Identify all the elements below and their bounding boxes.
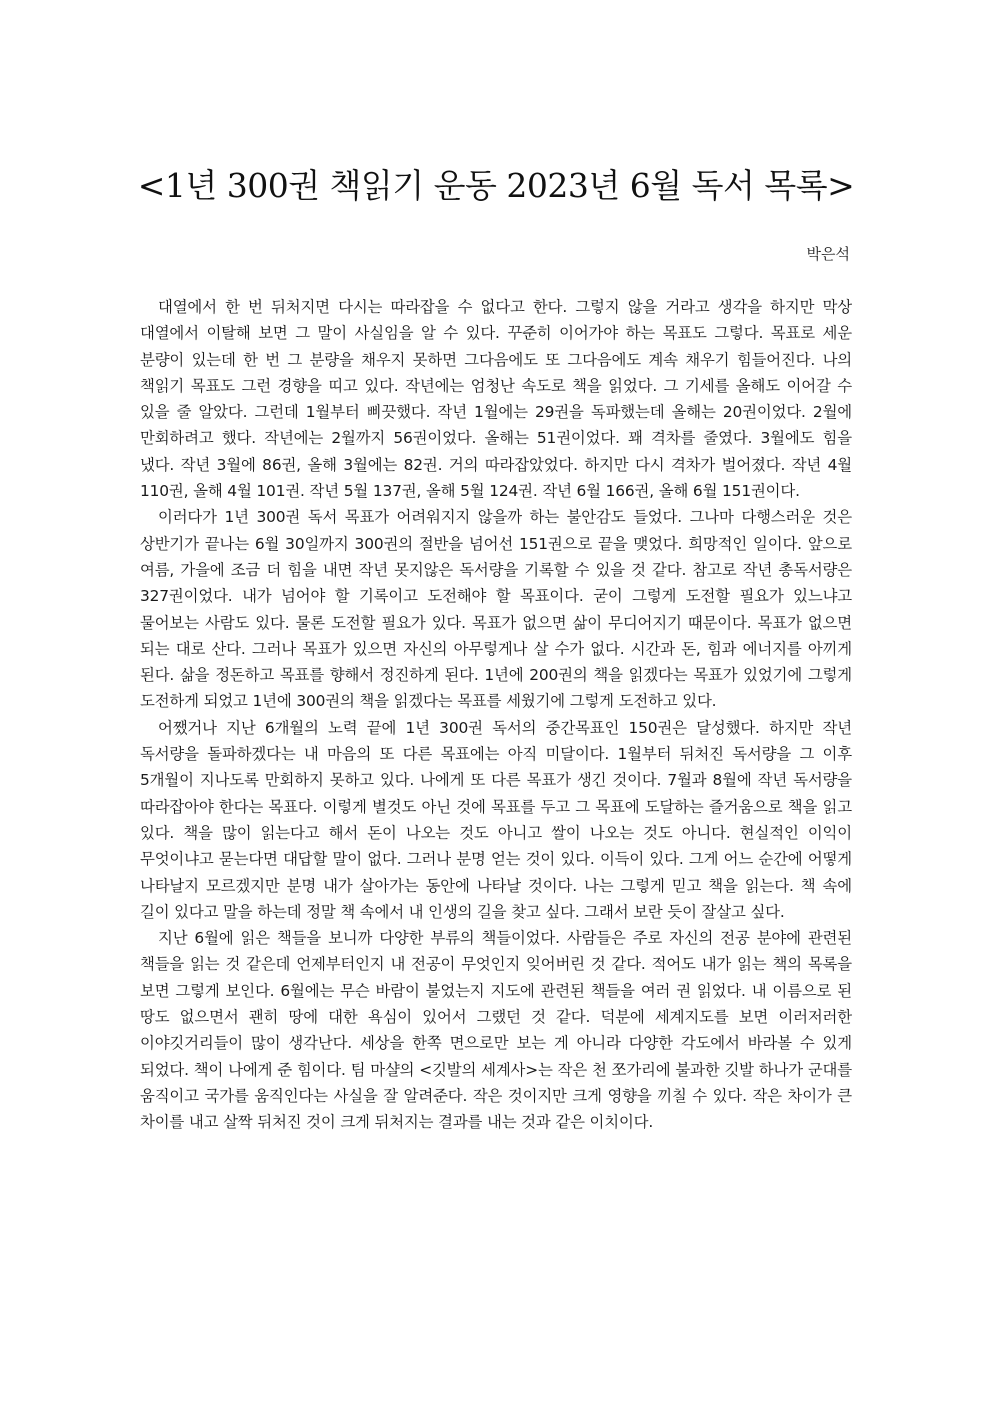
document-title: <1년 300권 책읽기 운동 2023년 6월 독서 목록> — [137, 166, 855, 205]
paragraph: 지난 6월에 읽은 책들을 보니까 다양한 부류의 책들이었다. 사람들은 주로 자신의 전공 분야에 관련된 책들을 읽는 것 같은데 언제부터인지 내 전공이 무엇인지 잊어버린 것 같다. 적어도 내가 읽는 책의 목록을 보면 그렇게 보인다. 6월에는 무슨 바람이 불었는지 지도에 관련된 책들을 여러 권 읽었다. 내 이름으로 된 땅도 없으면서 괜히 땅에 대한 욕심이 있어서 그랬던 것 같다. 덕분에 세계지도를 보면 이러저러한 이야깃거리들이 많이 생각난다. 세상을 한쪽 면으로만 보는 게 아니라 다양한 각도에서 바라볼 수 있게 되었다. 책이 나에게 준 힘이다. 팀 마샬의 <깃발의 세계사>는 작은 천 쪼가리에 불과한 깃발 하나가 군대를 움직이고 국가를 움직인다는 사실을 잘 알려준다. 작은 것이지만 크게 영향을 끼칠 수 있다. 작은 차이가 큰 차이를 내고 살짝 뒤처진 것이 크게 뒤처지는 결과를 내는 것과 같은 이치이다. — [140, 929, 852, 1132]
paragraph: 어쨌거나 지난 6개월의 노력 끝에 1년 300권 독서의 중간목표인 150권은 달성했다. 하지만 작년 독서량을 돌파하겠다는 내 마음의 또 다른 목표에는 아직 미달이다. 1월부터 뒤처진 독서량을 그 이후 5개월이 지나도록 만회하지 못하고 있다. 나에게 또 다른 목표가 생긴 것이다. 7월과 8월에 작년 독서량을 따라잡아야 한다는 목표다. 이렇게 별것도 아닌 것에 목표를 두고 그 목표에 도달하는 즐거움으로 책을 읽고 있다. 책을 많이 읽는다고 해서 돈이 나오는 것도 아니고 쌀이 나오는 것도 아니다. 현실적인 이익이 무엇이냐고 묻는다면 대답할 말이 없다. 그러나 분명 얻는 것이 있다. 이득이 있다. 그게 어느 순간에 어떻게 나타날지 모르겠지만 분명 내가 살아가는 동안에 나타날 것이다. 나는 그렇게 믿고 책을 읽는다. 책 속에 길이 있다고 말을 하는데 정말 책 속에서 내 인생의 길을 찾고 싶다. 그래서 보란 듯이 잘살고 싶다. — [140, 718, 852, 921]
paragraph: 이러다가 1년 300권 독서 목표가 어려워지지 않을까 하는 불안감도 들었다. 그나마 다행스러운 것은 상반기가 끝나는 6월 30일까지 300권의 절반을 넘어선 151권으로 끝을 맺었다. 희망적인 일이다. 앞으로 여름, 가을에 조금 더 힘을 내면 작년 못지않은 독서량을 기록할 수 있을 것 같다. 참고로 작년 총독서량은 327권이었다. 내가 넘어야 할 기록이고 도전해야 할 목표이다. 굳이 그렇게 도전할 필요가 있느냐고 물어보는 사람도 있다. 물론 도전할 필요가 있다. 목표가 없으면 삶이 무디어지기 때문이다. 목표가 없으면 되는 대로 산다. 그러나 목표가 있으면 자신의 아무렇게나 살 수가 없다. 시간과 돈, 힘과 에너지를 아끼게 된다. 삶을 정돈하고 목표를 향해서 정진하게 된다. 1년에 200권의 책을 읽겠다는 목표가 있었기에 그렇게 도전하게 되었고 1년에 300권의 책을 읽겠다는 목표를 세웠기에 그렇게 도전하고 있다. — [140, 508, 852, 711]
document-body — [140, 294, 852, 1136]
paragraph: 대열에서 한 번 뒤처지면 다시는 따라잡을 수 없다고 한다. 그렇지 않을 거라고 생각을 하지만 막상 대열에서 이탈해 보면 그 말이 사실임을 알 수 있다. 꾸준히 이어가야 하는 목표도 그렇다. 목표로 세운 분량이 있는데 한 번 그 분량을 채우지 못하면 그다음에도 또 그다음에도 계속 채우기 힘들어진다. 나의 책읽기 목표도 그런 경향을 띠고 있다. 작년에는 엄청난 속도로 책을 읽었다. 그 기세를 올해도 이어갈 수 있을 줄 알았다. 그런데 1월부터 삐끗했다. 작년 1월에는 29권을 독파했는데 올해는 20권이었다. 2월에 만회하려고 했다. 작년에는 2월까지 56권이었다. 올해는 51권이었다. 꽤 격차를 줄였다. 3월에도 힘을 냈다. 작년 3월에 86권, 올해 3월에는 82권. 거의 따라잡았었다. 하지만 다시 격차가 벌어졌다. 작년 4월 110권, 올해 4월 101권. 작년 5월 137권, 올해 5월 124권. 작년 6월 166권, 올해 6월 151권이다. — [140, 298, 852, 501]
author-name: 박은석 — [806, 245, 850, 263]
